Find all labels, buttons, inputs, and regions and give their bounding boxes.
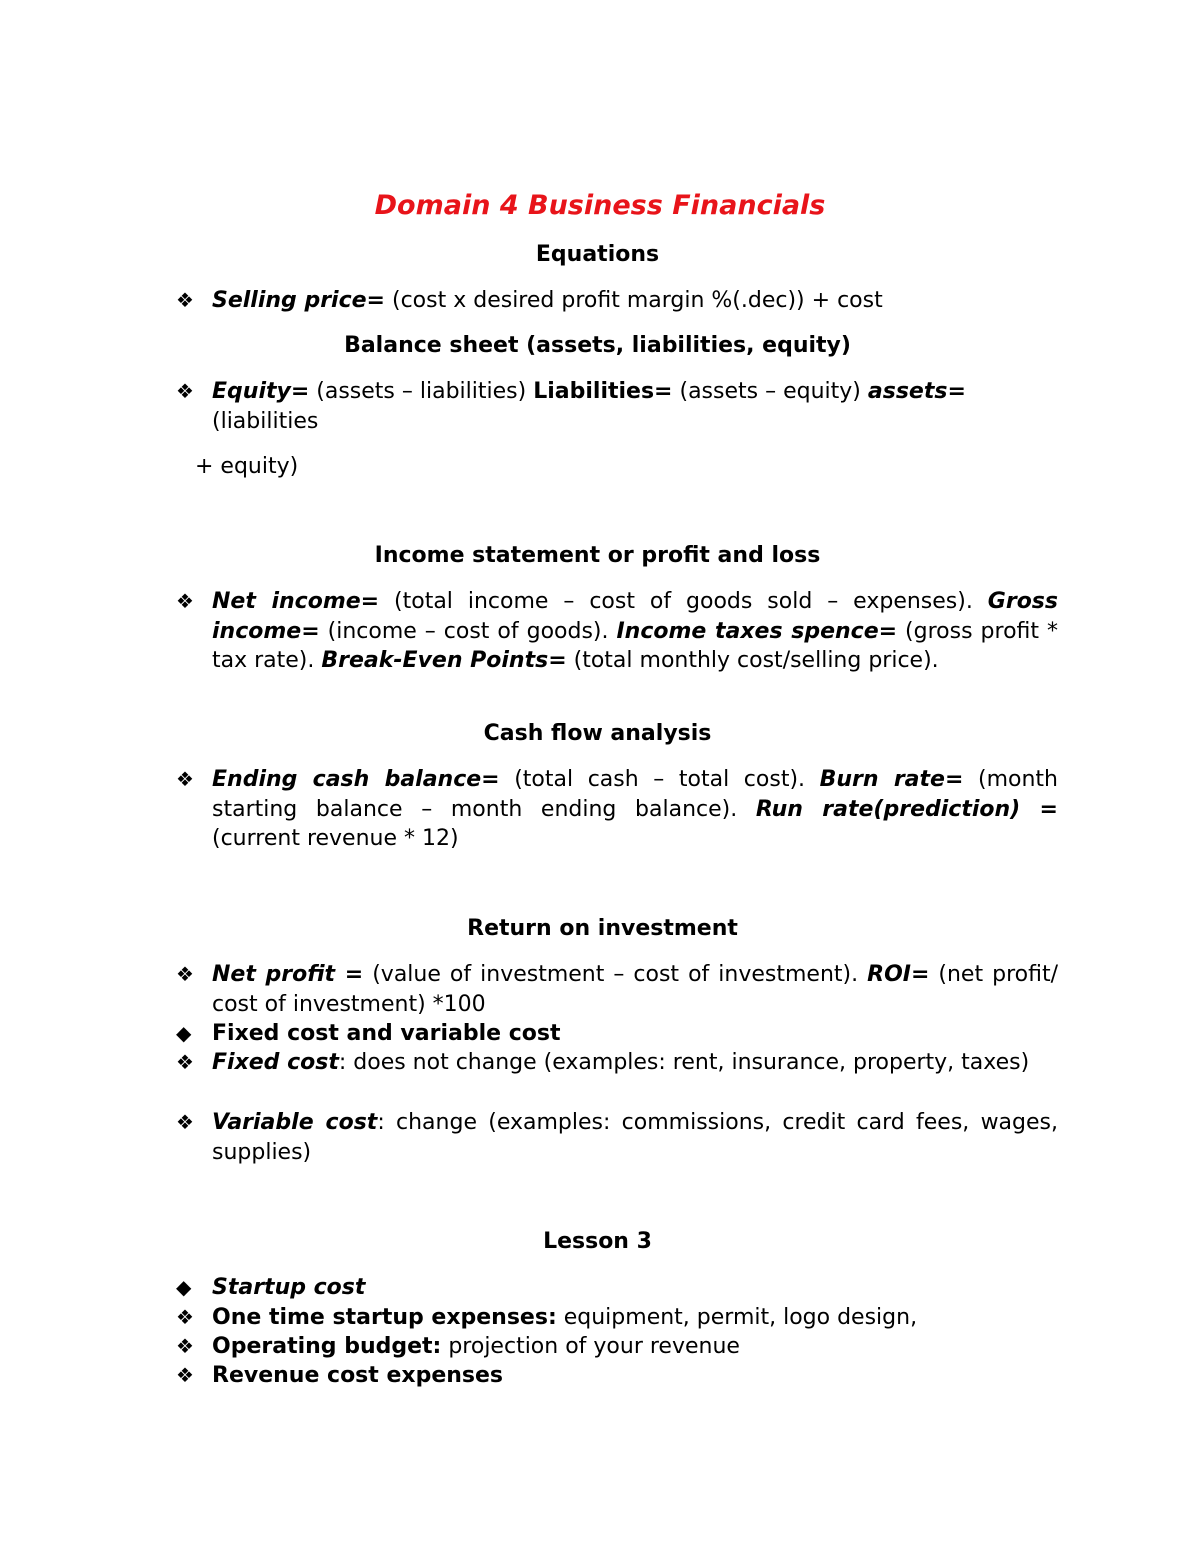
heading-balance-sheet: Balance sheet (assets, liabilities, equity) [344, 333, 851, 358]
definition: equipment, permit, logo design, [556, 1305, 918, 1330]
term: Equity= [212, 379, 310, 404]
term: Selling price= [212, 288, 385, 313]
diamond-bullet-icon: ❖ [176, 962, 194, 986]
term: Net profit = [212, 962, 364, 987]
solid-diamond-icon: ◆ [176, 1021, 192, 1045]
term: Fixed cost [212, 1050, 339, 1075]
term: Income taxes spence= [616, 618, 898, 644]
diamond-bullet-icon: ❖ [176, 379, 194, 403]
term: assets= [867, 379, 966, 404]
net-profit-item [212, 960, 1058, 1019]
definition: (income – cost of goods). [319, 618, 617, 644]
definition: (month starting balance – month ending balance). [212, 767, 1058, 822]
diamond-bullet-icon: ❖ [176, 288, 194, 312]
definition: (liabilities [212, 408, 319, 434]
term: Ending cash balance= [212, 767, 500, 792]
heading-income-statement: Income statement or profit and loss [374, 543, 821, 568]
heading-lesson-3: Lesson 3 [543, 1229, 652, 1254]
heading-roi: Return on investment [467, 916, 738, 941]
heading-equations: Equations [535, 242, 660, 267]
balance-sheet-continuation: + equity) [195, 454, 299, 479]
term: Break-Even Points= [321, 648, 567, 673]
diamond-bullet-icon: ❖ [176, 1363, 194, 1387]
diamond-bullet-icon: ❖ [176, 1334, 194, 1358]
definition: : does not change (examples: rent, insurance, property, taxes) [338, 1050, 1030, 1075]
term: Operating budget: [212, 1334, 442, 1359]
term: Gross income= [212, 589, 1058, 644]
cash-flow-item [212, 765, 1058, 854]
term: Liabilities= [533, 379, 673, 404]
term: ROI= [867, 962, 930, 987]
solid-diamond-icon: ◆ [176, 1275, 192, 1299]
balance-sheet-item [212, 377, 1058, 436]
definition: (total monthly cost/selling price). [566, 648, 939, 673]
definition: (gross profit * tax rate). [212, 618, 1059, 673]
term: Variable cost [212, 1110, 378, 1135]
fixed-variable-item: Fixed cost and variable cost [212, 1021, 561, 1046]
diamond-bullet-icon: ❖ [176, 1110, 194, 1134]
definition: (cost x desired profit margin %(.dec)) + cost [385, 288, 883, 313]
term: Burn rate= [819, 767, 964, 792]
definition: (assets – equity) [672, 379, 868, 404]
term: Net income= [212, 589, 380, 614]
term: One time startup expenses: [212, 1305, 557, 1330]
document-title: Domain 4 Business Financials [374, 190, 826, 221]
startup-cost-item: Startup cost [212, 1275, 366, 1300]
one-time-expenses-item [212, 1303, 1058, 1333]
revenue-cost-item: Revenue cost expenses [212, 1363, 504, 1388]
operating-budget-item [212, 1332, 1058, 1362]
heading-cash-flow: Cash flow analysis [483, 721, 712, 746]
definition: (value of investment – cost of investment). [363, 962, 868, 987]
term: Run rate(prediction) = [755, 796, 1058, 822]
diamond-bullet-icon: ❖ [176, 1050, 194, 1074]
income-statement-item [212, 587, 1058, 676]
variable-cost-item [212, 1108, 1058, 1167]
diamond-bullet-icon: ❖ [176, 767, 194, 791]
fixed-cost-item [212, 1048, 1058, 1078]
diamond-bullet-icon: ❖ [176, 1305, 194, 1329]
selling-price-item [212, 286, 1058, 316]
definition: (total income – cost of goods sold – expenses). [379, 589, 988, 614]
definition: : change (examples: commissions, credit card fees, wages, supplies) [212, 1110, 1058, 1165]
definition: (current revenue * 12) [212, 826, 459, 851]
diamond-bullet-icon: ❖ [176, 589, 194, 613]
definition: (assets – liabilities) [309, 379, 534, 404]
definition: (total cash – total cost). [499, 767, 820, 792]
definition: projection of your revenue [441, 1334, 740, 1359]
definition: (net profit/ cost of investment) *100 [212, 962, 1058, 1017]
